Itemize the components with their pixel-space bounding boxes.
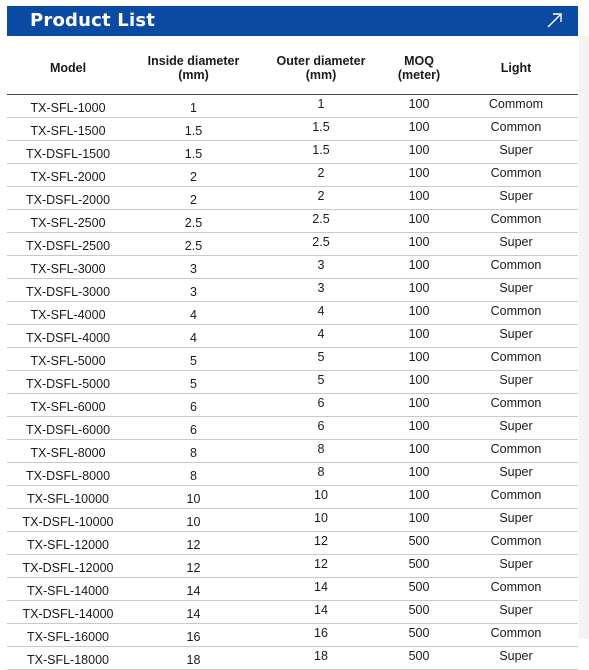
cell-outer-diameter: 4 [258,325,384,348]
table-row [7,302,578,325]
table-row [7,463,578,486]
cell-model: TX-DSFL-10000 [7,509,129,532]
column-header-model: Model [7,42,129,95]
cell-moq: 500 [384,601,454,624]
table-row [7,509,578,532]
cell-inside-diameter: 8 [129,440,258,463]
cell-light: Common [454,302,578,325]
cell-inside-diameter: 5 [129,371,258,394]
cell-light: Super [454,233,578,256]
table-row [7,348,578,371]
cell-outer-diameter: 6 [258,394,384,417]
cell-light: Common [454,486,578,509]
cell-moq: 100 [384,509,454,532]
cell-model: TX-DSFL-1500 [7,141,129,164]
page-edge-strip [579,36,589,639]
cell-model: TX-SFL-6000 [7,394,129,417]
cell-outer-diameter: 10 [258,509,384,532]
page-title: Product List [30,10,156,31]
column-header-inside-diameter: Inside diameter (mm) [129,42,258,95]
cell-outer-diameter: 3 [258,279,384,302]
cell-model: TX-SFL-2000 [7,164,129,187]
cell-outer-diameter: 2.5 [258,233,384,256]
cell-light: Super [454,463,578,486]
cell-model: TX-DSFL-3000 [7,279,129,302]
cell-model: TX-SFL-18000 [7,647,129,670]
cell-outer-diameter: 14 [258,601,384,624]
cell-outer-diameter: 14 [258,578,384,601]
cell-light: Super [454,371,578,394]
cell-model: TX-DSFL-8000 [7,463,129,486]
cell-light: Common [454,624,578,647]
cell-model: TX-SFL-14000 [7,578,129,601]
cell-outer-diameter: 1.5 [258,118,384,141]
cell-moq: 100 [384,463,454,486]
cell-outer-diameter: 12 [258,555,384,578]
cell-inside-diameter: 14 [129,578,258,601]
table-row [7,95,578,118]
cell-moq: 100 [384,164,454,187]
cell-moq: 100 [384,118,454,141]
table-header-row [7,42,578,95]
cell-inside-diameter: 5 [129,348,258,371]
cell-outer-diameter: 2 [258,187,384,210]
cell-moq: 500 [384,624,454,647]
cell-model: TX-SFL-5000 [7,348,129,371]
cell-light: Common [454,440,578,463]
cell-light: Super [454,279,578,302]
external-arrow-icon[interactable] [546,11,564,29]
cell-model: TX-SFL-4000 [7,302,129,325]
cell-light: Super [454,647,578,670]
cell-inside-diameter: 12 [129,532,258,555]
cell-light: Commom [454,95,578,118]
table-row [7,394,578,417]
cell-light: Super [454,141,578,164]
cell-inside-diameter: 18 [129,647,258,670]
cell-outer-diameter: 1 [258,95,384,118]
cell-inside-diameter: 3 [129,279,258,302]
cell-moq: 100 [384,141,454,164]
cell-model: TX-DSFL-5000 [7,371,129,394]
column-header-light: Light [454,42,578,95]
table-row [7,118,578,141]
cell-light: Super [454,325,578,348]
table-row [7,256,578,279]
cell-light: Super [454,187,578,210]
cell-inside-diameter: 12 [129,555,258,578]
cell-model: TX-SFL-1000 [7,95,129,118]
cell-outer-diameter: 2 [258,164,384,187]
cell-light: Super [454,417,578,440]
cell-moq: 100 [384,417,454,440]
cell-light: Common [454,394,578,417]
cell-moq: 100 [384,279,454,302]
cell-moq: 100 [384,325,454,348]
cell-inside-diameter: 6 [129,417,258,440]
cell-outer-diameter: 3 [258,256,384,279]
cell-model: TX-DSFL-2500 [7,233,129,256]
cell-moq: 100 [384,440,454,463]
cell-moq: 100 [384,394,454,417]
cell-light: Common [454,348,578,371]
table-row [7,440,578,463]
cell-inside-diameter: 4 [129,302,258,325]
cell-outer-diameter: 2.5 [258,210,384,233]
table-row [7,578,578,601]
cell-moq: 500 [384,647,454,670]
table-row [7,532,578,555]
cell-inside-diameter: 10 [129,486,258,509]
cell-inside-diameter: 1 [129,95,258,118]
table-row [7,164,578,187]
cell-outer-diameter: 5 [258,371,384,394]
table-row [7,624,578,647]
cell-model: TX-DSFL-12000 [7,555,129,578]
cell-inside-diameter: 14 [129,601,258,624]
cell-inside-diameter: 3 [129,256,258,279]
cell-moq: 100 [384,348,454,371]
cell-model: TX-SFL-8000 [7,440,129,463]
cell-model: TX-SFL-16000 [7,624,129,647]
product-list-header [7,6,578,36]
cell-outer-diameter: 18 [258,647,384,670]
table-row [7,647,578,670]
table-row [7,141,578,164]
cell-moq: 100 [384,256,454,279]
cell-inside-diameter: 1.5 [129,141,258,164]
table-row [7,486,578,509]
cell-model: TX-SFL-12000 [7,532,129,555]
cell-moq: 500 [384,532,454,555]
cell-moq: 100 [384,302,454,325]
cell-moq: 100 [384,233,454,256]
cell-model: TX-DSFL-14000 [7,601,129,624]
table-row [7,371,578,394]
table-row [7,555,578,578]
cell-inside-diameter: 2 [129,164,258,187]
cell-outer-diameter: 4 [258,302,384,325]
table-row [7,325,578,348]
cell-inside-diameter: 2.5 [129,233,258,256]
cell-inside-diameter: 2 [129,187,258,210]
cell-model: TX-SFL-1500 [7,118,129,141]
cell-inside-diameter: 2.5 [129,210,258,233]
cell-light: Super [454,601,578,624]
cell-light: Common [454,118,578,141]
column-header-moq: MOQ (meter) [384,42,454,95]
table-row [7,233,578,256]
cell-inside-diameter: 10 [129,509,258,532]
cell-light: Super [454,555,578,578]
table-row [7,279,578,302]
table-row [7,601,578,624]
cell-moq: 100 [384,187,454,210]
cell-outer-diameter: 5 [258,348,384,371]
column-header-outer-diameter: Outer diameter (mm) [258,42,384,95]
cell-model: TX-SFL-2500 [7,210,129,233]
product-table [7,42,578,670]
cell-inside-diameter: 4 [129,325,258,348]
cell-outer-diameter: 10 [258,486,384,509]
cell-light: Common [454,578,578,601]
cell-moq: 100 [384,95,454,118]
cell-light: Super [454,509,578,532]
cell-outer-diameter: 8 [258,440,384,463]
cell-outer-diameter: 12 [258,532,384,555]
cell-light: Common [454,164,578,187]
cell-inside-diameter: 6 [129,394,258,417]
cell-light: Common [454,210,578,233]
cell-inside-diameter: 1.5 [129,118,258,141]
cell-moq: 500 [384,578,454,601]
cell-moq: 100 [384,486,454,509]
table-body [7,95,578,670]
cell-moq: 500 [384,555,454,578]
table-row [7,210,578,233]
cell-outer-diameter: 6 [258,417,384,440]
cell-moq: 100 [384,371,454,394]
table-row [7,187,578,210]
cell-model: TX-SFL-3000 [7,256,129,279]
cell-model: TX-DSFL-2000 [7,187,129,210]
cell-model: TX-DSFL-6000 [7,417,129,440]
cell-model: TX-DSFL-4000 [7,325,129,348]
cell-moq: 100 [384,210,454,233]
cell-inside-diameter: 16 [129,624,258,647]
cell-light: Common [454,532,578,555]
cell-light: Common [454,256,578,279]
cell-outer-diameter: 1.5 [258,141,384,164]
cell-outer-diameter: 8 [258,463,384,486]
cell-outer-diameter: 16 [258,624,384,647]
cell-inside-diameter: 8 [129,463,258,486]
table-row [7,417,578,440]
cell-model: TX-SFL-10000 [7,486,129,509]
